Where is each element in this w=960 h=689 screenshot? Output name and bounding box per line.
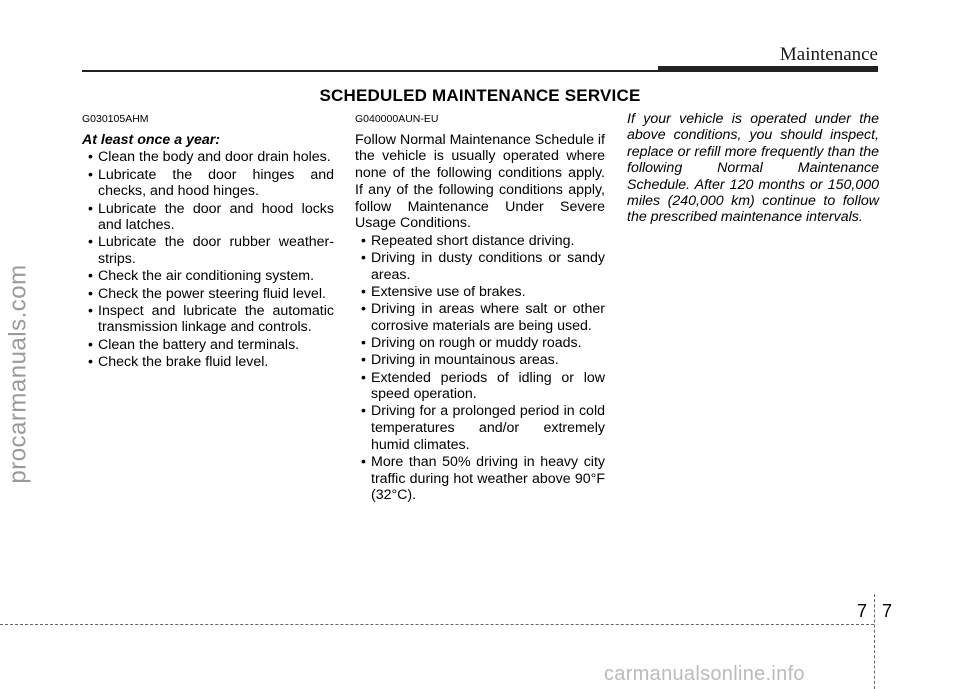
header-bar	[658, 66, 878, 72]
chapter-number: 7	[857, 601, 868, 621]
list-item: • Driving in dusty conditions or sandy areas.	[361, 250, 605, 283]
section-code: G040000AUN-EU	[355, 113, 439, 125]
list-item: • Check the air conditioning system.	[88, 268, 315, 285]
conditions-list	[355, 233, 605, 504]
list-item: • Driving for a prolonged period in cold temperatures and/or extremely humid climates.	[361, 403, 605, 453]
column-severe-conditions	[355, 111, 605, 505]
side-watermark: procarmanuals.com	[4, 264, 32, 484]
subheading: At least once a year:	[82, 131, 220, 148]
column-note	[627, 111, 879, 226]
header-rule	[82, 70, 658, 72]
note-paragraph: If your vehicle is operated under the above conditions, you should inspect, replace or refill more frequently than the following Normal Maintenance Schedule. After 120 months or 150,000 miles (240,000 km) continue to follow the prescribed maintenance intervals.	[627, 111, 879, 226]
intro-paragraph: Follow Normal Maintenance Schedule if the vehicle is usually operated where none of the following conditions apply. If any of the following conditions apply, follow Maintenance Under Severe Usage Conditions.	[355, 131, 605, 232]
footer-rule	[0, 624, 874, 625]
list-item: • Lubricate the door hinges and checks, and hood hinges.	[88, 166, 334, 200]
list-item: • Driving on rough or muddy roads.	[361, 335, 582, 352]
list-item: • Lubricate the door rubber weather-strips.	[88, 234, 334, 268]
annual-checklist	[82, 149, 334, 370]
list-item: • Inspect and lubricate the automatic transmission linkage and controls.	[88, 302, 334, 336]
page-title: SCHEDULED MAINTENANCE SERVICE	[319, 86, 641, 105]
column-annual-maintenance	[82, 111, 334, 371]
list-item: • Repeated short distance driving.	[361, 232, 575, 249]
list-item: • Check the brake fluid level.	[88, 353, 269, 370]
section-code: G030105AHM	[82, 113, 149, 125]
page-number: 7	[882, 601, 893, 621]
list-item: • Extended periods of idling or low speed operation.	[361, 369, 605, 403]
footer-divider	[874, 594, 875, 689]
list-item: • More than 50% driving in heavy city traffic during hot weather above 90°F (32°C).	[361, 454, 605, 504]
list-item: • Driving in areas where salt or other corrosive materials are being used.	[361, 301, 605, 334]
list-item: • Extensive use of brakes.	[361, 284, 526, 301]
list-item: • Check the power steering fluid level.	[88, 285, 326, 302]
list-item: • Clean the battery and terminals.	[88, 336, 300, 353]
list-item: • Driving in mountainous areas.	[361, 352, 559, 369]
section-header: Maintenance	[779, 44, 878, 65]
list-item: • Lubricate the door and hood locks and latches.	[88, 200, 334, 234]
list-item: • Clean the body and door drain holes.	[88, 149, 331, 166]
bottom-watermark: carmanualsonline.info	[604, 663, 805, 685]
